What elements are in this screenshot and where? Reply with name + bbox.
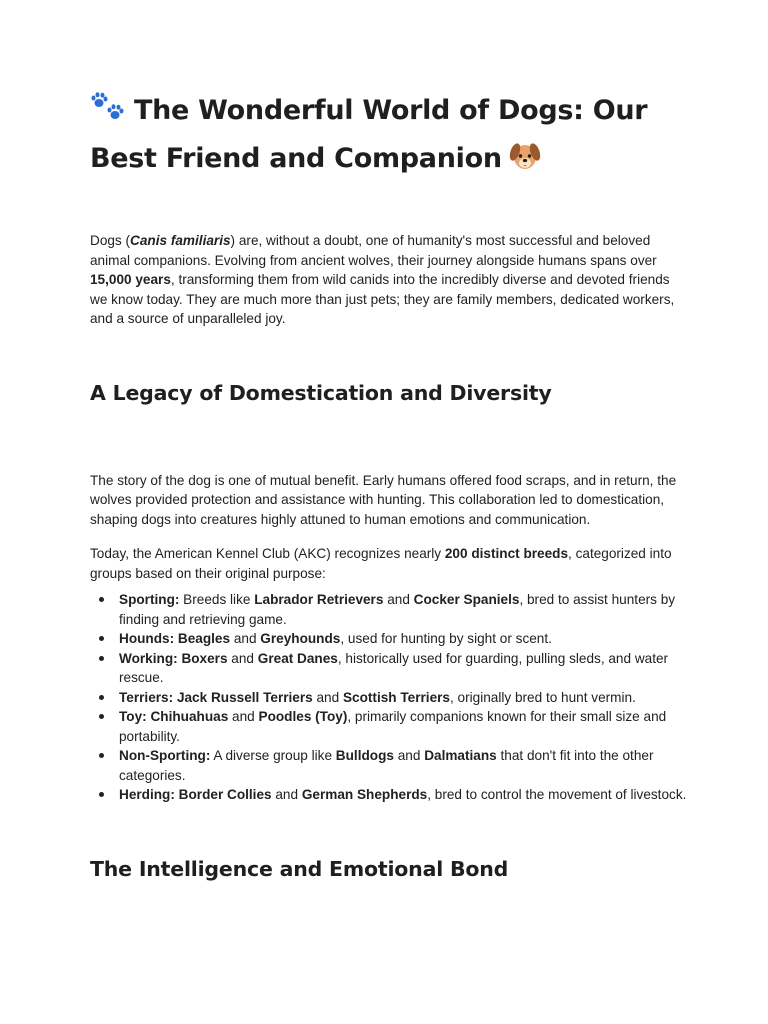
document-content bbox=[90, 88, 690, 883]
intro-paragraph: Dogs (Canis familiaris) are, without a doubt, one of humanity's most successful and beloved animal companions. Evolving from ancient wolves, their journey alongside humans spans over 15,000 years, transforming them from wild canids into the incredibly diverse and devoted friends we know today. They are much more than just pets; they are family members, dedicated workers, and a source of unparalleled joy. bbox=[90, 233, 675, 326]
list-item: Working: Boxers and Great Danes, historically used for guarding, pulling sleds, and water rescue. bbox=[119, 649, 690, 688]
list-item: Herding: Border Collies and German Shepherds, bred to control the movement of livestock. bbox=[119, 785, 690, 805]
section-heading-intelligence: The Intelligence and Emotional Bond bbox=[90, 856, 509, 881]
story-paragraph: The story of the dog is one of mutual benefit. Early humans offered food scraps, and in return, the wolves provided protection and assistance with hunting. This collaboration led to domestication, shaping dogs into creatures highly attuned to human emotions and communication. bbox=[90, 472, 677, 527]
dog-face-icon bbox=[508, 139, 542, 187]
page-title bbox=[90, 88, 690, 187]
list-item: Non-Sporting: A diverse group like Bulldogs and Dalmatians that don't fit into the other categories. bbox=[119, 746, 690, 785]
page-title-text: The Wonderful World of Dogs: Our Best Friend and Companion bbox=[90, 95, 648, 174]
breed-groups-list bbox=[90, 590, 690, 805]
paw-prints-icon bbox=[90, 91, 128, 136]
list-item: Terriers: Jack Russell Terriers and Scottish Terriers, originally bred to hunt vermin. bbox=[119, 688, 690, 708]
akc-paragraph: Today, the American Kennel Club (AKC) recognizes nearly 200 distinct breeds, categorized into groups based on their original purpose: bbox=[90, 546, 672, 581]
list-item: Sporting: Breeds like Labrador Retrievers and Cocker Spaniels, bred to assist hunters by finding and retrieving game. bbox=[119, 590, 690, 629]
list-item: Hounds: Beagles and Greyhounds, used for hunting by sight or scent. bbox=[119, 629, 690, 649]
list-item: Toy: Chihuahuas and Poodles (Toy), primarily companions known for their small size and portability. bbox=[119, 707, 690, 746]
section-heading-legacy: A Legacy of Domestication and Diversity bbox=[90, 380, 552, 405]
